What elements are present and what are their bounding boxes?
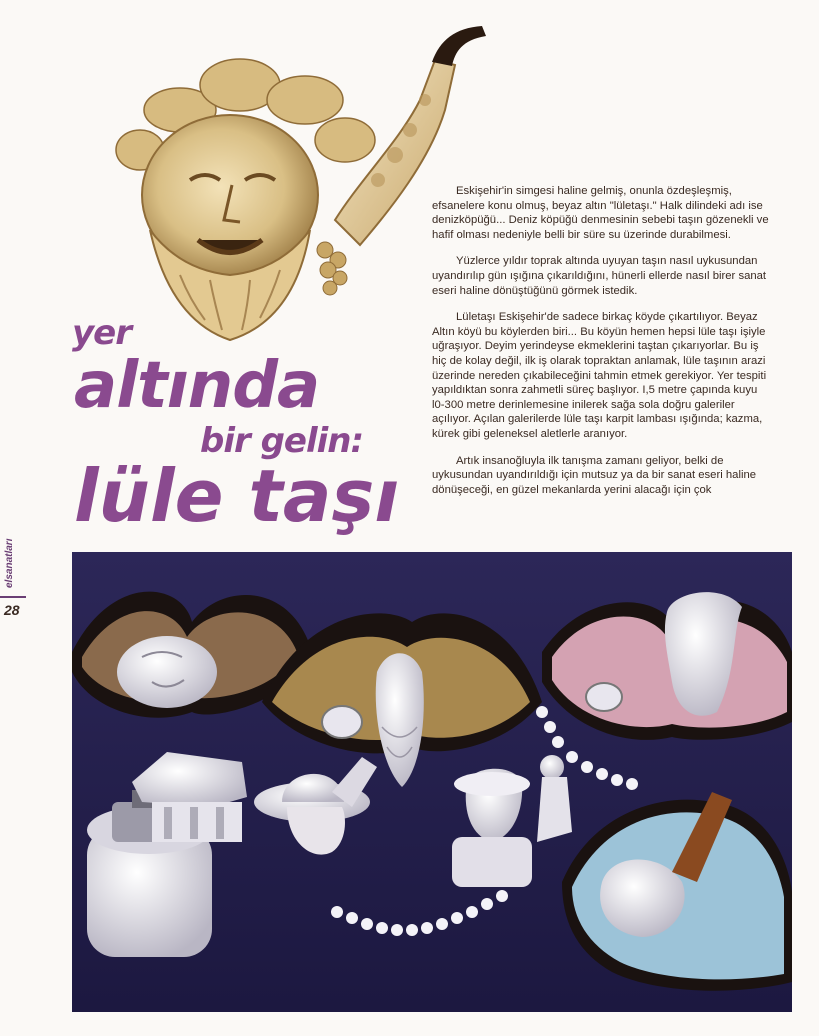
paragraph-1: Eskişehir'in simgesi haline gelmiş, onunla özdeşleşmiş, efsanelere konu olmuş, beyaz altın "lületaşı." Halk dilindeki adı ise denizköpüğü... Deniz köpüğü denmesinin sebebi taşın gözenekli ve hafif olması nedeniyle belli bir süre su üzerinde durabilmesi. <box>432 185 769 241</box>
section-label: elsanatları <box>4 538 15 588</box>
section-divider <box>0 596 26 598</box>
headline-line-3: bir gelin: <box>200 421 364 461</box>
paragraph-4: Artık insanoğluyla ilk tanışma zamanı geliyor, belki de uykusundan uyandırıldığı için mutsuz ya da bir sanat eseri haline dönüşeceği, en güzel mekanlarda yerini alacağı için çok <box>432 454 757 496</box>
headline-line-1: yer <box>72 313 131 353</box>
paragraph-3: Lületaşı Eskişehir'de sadece birkaç köyde çıkartılıyor. Beyaz Altın köyü bu köylerden biri... Bu köyün hemen hepsi lüle taşı işiyle uğraşıyor. Deyim yerindeyse ekmeklerini taştan çıkarıyorlar. Bu iş hiç de kolay değil, ilk iş olarak topraktan anlamak, lüle taşının arazi üzerinde nereden çıkabileceğini tahmin etmek gerekiyor. Yer tespiti yapıldıktan sonra zahmetli süreç başlıyor. I,5 metre çapında kuyu l0-300 metre derinlemesine inilerek sağa sola doğru galeriler açılıyor. Açılan galerilerde lüle taşı karpit lambası ışığında; kazma, kürek gibi geleneksel aletlerle aranıyor. <box>432 311 767 440</box>
paragraph-2: Yüzlerce yıldır toprak altında uyuyan taşın nasıl uykusundan uyandırılıp gün ışığına çıkarıldığını, hünerli ellerde nasıl birer sanat eseri haline dönüştüğünü görmek istedik. <box>432 255 767 297</box>
page-number: 28 <box>4 602 20 618</box>
meerschaum-pipes-photo <box>72 552 792 1012</box>
article-body <box>432 184 770 509</box>
headline-line-2: altında <box>74 349 320 423</box>
headline-line-4: lüle taşı <box>74 454 400 538</box>
